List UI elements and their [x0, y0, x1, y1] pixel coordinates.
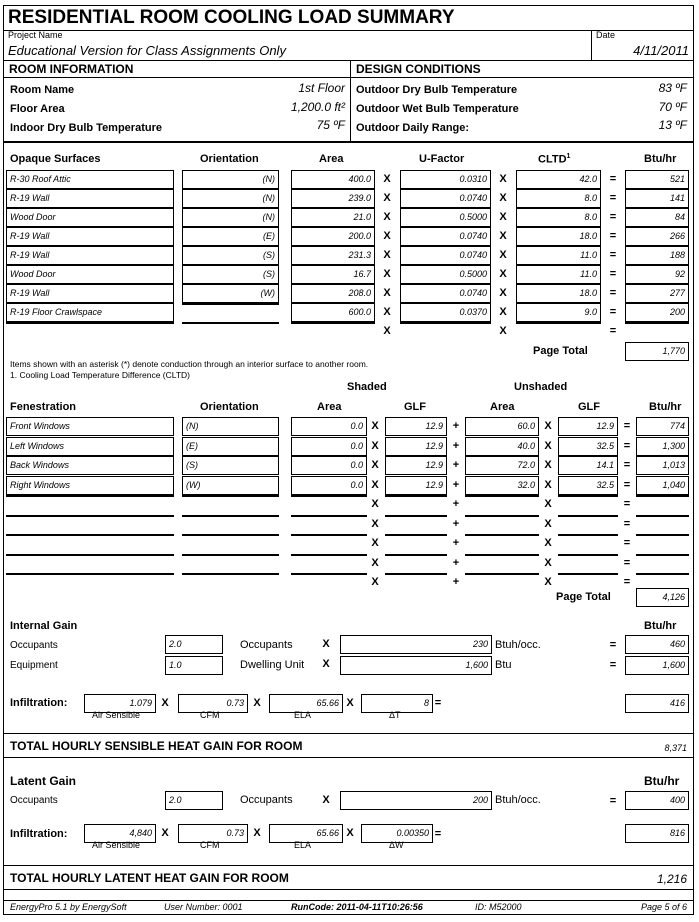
opaque-cltd: 18.0 [516, 227, 601, 246]
operator-equals: = [623, 517, 631, 530]
fenestration-unshaded-glf [558, 534, 618, 536]
operator-times: X [499, 230, 507, 242]
fenestration-shaded-glf: 12.9 [385, 417, 447, 436]
fenestration-btu: 1,013 [636, 456, 689, 475]
infiltration-sensible-factor: 1.079 [84, 694, 156, 713]
fenestration-btu [636, 573, 689, 575]
opaque-surface-name: Wood Door [6, 208, 174, 227]
equipment-label: Equipment [10, 660, 58, 671]
opaque-orientation: (S) [182, 265, 279, 284]
fenestration-unshaded-area [465, 534, 539, 536]
fenestration-shaded-glf [385, 573, 447, 575]
fen-page-total-label: Page Total [556, 591, 611, 603]
operator-times: X [499, 192, 507, 204]
operator-equals: = [609, 795, 617, 807]
fenestration-shaded-glf [385, 495, 447, 497]
operator-times: X [499, 249, 507, 261]
fenestration-shaded-glf [385, 534, 447, 536]
equipment-rate: 1,600 [340, 656, 492, 675]
infiltration-sensible-cfm: 0.73 [178, 694, 248, 713]
operator-times: X [499, 173, 507, 185]
operator-plus: + [452, 556, 460, 569]
fenestration-name [6, 534, 174, 536]
operator-times: X [544, 478, 552, 491]
outdoor-dry-bulb-label: Outdoor Dry Bulb Temperature [356, 84, 518, 96]
latent-gain-btu-header: Btu/hr [644, 774, 680, 788]
fenestration-orientation: (W) [182, 476, 279, 495]
opaque-cltd: 9.0 [516, 303, 601, 322]
equipment-unit: Dwelling Unit [240, 659, 305, 671]
indoor-temp-label: Indoor Dry Bulb Temperature [10, 122, 162, 134]
opaque-header-ufactor: U-Factor [419, 153, 465, 165]
latent-occupants-rate-unit: Btuh/occ. [495, 794, 541, 806]
opaque-cltd: 11.0 [516, 265, 601, 284]
opaque-note-asterisk: Items shown with an asterisk (*) denote conduction through an interior surface to another room. [10, 359, 369, 369]
operator-times: X [383, 230, 391, 242]
opaque-surface-name: R-19 Wall [6, 284, 174, 303]
fenestration-shaded-area [291, 573, 367, 575]
opaque-orientation: (N) [182, 170, 279, 189]
fen-header-btu: Btu/hr [649, 401, 682, 413]
fenestration-unshaded-area [465, 554, 539, 556]
occupants-label: Occupants [10, 640, 58, 651]
fenestration-shaded-area [291, 515, 367, 517]
fen-header-glf: GLF [404, 401, 426, 413]
fenestration-unshaded-area: 32.0 [465, 476, 539, 495]
operator-times: X [346, 697, 354, 709]
infiltration-latent-factor: 4,840 [84, 824, 156, 843]
infiltration-latent-ela: 65.66 [269, 824, 343, 843]
opaque-area: 239.0 [291, 189, 375, 208]
fenestration-orientation [182, 495, 279, 497]
opaque-orientation: (N) [182, 189, 279, 208]
project-name: Educational Version for Class Assignments Only [8, 43, 286, 58]
operator-equals: = [609, 211, 617, 223]
opaque-cltd: 8.0 [516, 208, 601, 227]
fenestration-unshaded-area [465, 515, 539, 517]
operator-times: X [322, 638, 330, 650]
opaque-area: 200.0 [291, 227, 375, 246]
fenestration-btu: 774 [636, 417, 689, 436]
fenestration-orientation [182, 534, 279, 536]
operator-equals: = [623, 556, 631, 569]
opaque-btu: 277 [625, 284, 689, 303]
fenestration-unshaded-area: 40.0 [465, 437, 539, 456]
opaque-ufactor: 0.0740 [400, 284, 491, 303]
fen-header-orientation: Orientation [200, 401, 259, 413]
fenestration-unshaded-glf [558, 495, 618, 497]
fenestration-name: Left Windows [6, 437, 174, 456]
opaque-ufactor: 0.0740 [400, 227, 491, 246]
fenestration-orientation [182, 554, 279, 556]
fenestration-btu [636, 515, 689, 517]
occupants-unit: Occupants [240, 639, 293, 651]
occupants-btu: 460 [625, 635, 689, 654]
opaque-cltd: 11.0 [516, 246, 601, 265]
opaque-surface-name: R-19 Wall [6, 246, 174, 265]
fenestration-shaded-area [291, 554, 367, 556]
fenestration-btu: 1,040 [636, 476, 689, 495]
fenestration-unshaded-glf [558, 573, 618, 575]
opaque-ufactor: 0.0310 [400, 170, 491, 189]
infiltration-latent-cfm: 0.73 [178, 824, 248, 843]
fenestration-shaded-area: 0.0 [291, 437, 367, 456]
operator-times: X [371, 498, 379, 510]
outdoor-dry-bulb-value: 83 ºF [658, 81, 687, 95]
fenestration-shaded-area: 0.0 [291, 476, 367, 495]
opaque-btu: 188 [625, 246, 689, 265]
operator-times: X [383, 325, 391, 337]
opaque-ufactor [400, 322, 491, 324]
fen-header-unshaded-area: Area [490, 401, 515, 413]
operator-times: X [499, 268, 507, 280]
operator-equals: = [609, 287, 617, 299]
fenestration-shaded-glf: 12.9 [385, 437, 447, 456]
equipment-rate-unit: Btu [495, 659, 512, 671]
fenestration-name: Back Windows [6, 456, 174, 475]
operator-equals: = [609, 230, 617, 242]
operator-plus: + [452, 537, 460, 549]
operator-times: X [161, 827, 169, 839]
opaque-btu: 141 [625, 189, 689, 208]
internal-gain-btu-header: Btu/hr [644, 620, 677, 632]
operator-plus: + [452, 576, 460, 588]
operator-times: X [383, 287, 391, 299]
operator-equals: = [434, 697, 442, 709]
fen-header-name: Fenestration [10, 401, 77, 413]
fenestration-unshaded-glf: 12.9 [558, 417, 618, 436]
opaque-btu: 200 [625, 303, 689, 322]
latent-occupants-label: Occupants [10, 795, 58, 806]
operator-equals: = [609, 173, 617, 185]
opaque-area: 16.7 [291, 265, 375, 284]
operator-times: X [253, 827, 261, 839]
fenestration-name: Front Windows [6, 417, 174, 436]
fen-group-shaded: Shaded [347, 381, 387, 393]
operator-times: X [383, 268, 391, 280]
opaque-orientation: (E) [182, 227, 279, 246]
fenestration-shaded-area [291, 495, 367, 497]
opaque-btu: 521 [625, 170, 689, 189]
operator-plus: + [452, 517, 460, 530]
total-latent-label: TOTAL HOURLY LATENT HEAT GAIN FOR ROOM [10, 871, 289, 885]
operator-equals: = [609, 659, 617, 671]
infiltration-sensible-label: Infiltration: [10, 697, 68, 709]
infiltration-latent-ela-caption: ELA [294, 840, 312, 850]
operator-times: X [322, 658, 330, 670]
operator-times: X [371, 478, 379, 491]
operator-times: X [544, 556, 552, 569]
fenestration-unshaded-area: 60.0 [465, 417, 539, 436]
operator-plus: + [452, 498, 460, 510]
outdoor-wet-bulb-label: Outdoor Wet Bulb Temperature [356, 103, 519, 115]
operator-equals: = [623, 459, 631, 471]
operator-times: X [544, 439, 552, 452]
opaque-btu [625, 322, 689, 324]
fenestration-btu [636, 554, 689, 556]
fenestration-unshaded-area [465, 573, 539, 575]
latent-occupants-qty: 2.0 [165, 791, 223, 810]
opaque-note-cltd: 1. Cooling Load Temperature Difference (CLTD) [10, 370, 191, 380]
operator-equals: = [609, 306, 617, 318]
opaque-header-orientation: Orientation [200, 153, 259, 165]
date-label: Date [596, 30, 616, 40]
operator-times: X [383, 173, 391, 185]
footer-id: ID: M52000 [475, 902, 522, 912]
operator-equals: = [623, 576, 631, 588]
infiltration-latent-factor-caption: Air Sensible [92, 840, 141, 850]
footer-software: EnergyPro 5.1 by EnergySoft [10, 902, 127, 912]
opaque-orientation [182, 322, 279, 324]
fenestration-shaded-glf: 12.9 [385, 456, 447, 475]
report-title: RESIDENTIAL ROOM COOLING LOAD SUMMARY [8, 7, 455, 28]
daily-range-label: Outdoor Daily Range: [356, 122, 470, 134]
fenestration-name [6, 495, 174, 497]
fenestration-orientation [182, 515, 279, 517]
report-page [3, 5, 694, 915]
operator-equals: = [434, 828, 442, 840]
infiltration-sensible-dt-caption: ΔT [389, 710, 401, 720]
operator-times: X [346, 827, 354, 839]
operator-plus: + [452, 439, 460, 452]
footer-user-number: User Number: 0001 [164, 902, 243, 912]
operator-times: X [371, 556, 379, 569]
fenestration-shaded-glf [385, 554, 447, 556]
fenestration-name: Right Windows [6, 476, 174, 495]
operator-equals: = [623, 478, 631, 491]
floor-area-label: Floor Area [10, 103, 65, 115]
opaque-ufactor: 0.0740 [400, 246, 491, 265]
fen-header-unshaded-glf: GLF [578, 401, 600, 413]
opaque-header-cltd: CLTD$^1$ [538, 153, 571, 166]
fenestration-unshaded-glf: 32.5 [558, 437, 618, 456]
indoor-temp-value: 75 ºF [316, 118, 345, 132]
operator-times: X [499, 211, 507, 223]
equipment-qty: 1.0 [165, 656, 223, 675]
fenestration-orientation: (S) [182, 456, 279, 475]
infiltration-latent-label: Infiltration: [10, 828, 68, 840]
room-name-value: 1st Floor [298, 81, 345, 95]
operator-equals: = [623, 420, 631, 432]
room-info-heading: ROOM INFORMATION [9, 62, 134, 76]
operator-times: X [499, 306, 507, 318]
room-name-label: Room Name [10, 84, 75, 96]
opaque-cltd: 42.0 [516, 170, 601, 189]
opaque-surface-name: R-19 Floor Crawlspace [6, 303, 174, 322]
operator-times: X [383, 306, 391, 318]
fenestration-shaded-glf: 12.9 [385, 476, 447, 495]
fenestration-btu: 1,300 [636, 437, 689, 456]
fenestration-orientation: (E) [182, 437, 279, 456]
opaque-surface-name: R-30 Roof Attic [6, 170, 174, 189]
internal-gain-heading: Internal Gain [10, 620, 78, 632]
infiltration-sensible-ela: 65.66 [269, 694, 343, 713]
infiltration-latent-cfm-caption: CFM [200, 840, 220, 850]
latent-gain-heading: Latent Gain [10, 774, 77, 788]
operator-times: X [322, 794, 330, 806]
infiltration-sensible-factor-caption: Air Sensible [92, 710, 141, 720]
operator-times: X [544, 576, 552, 588]
fenestration-unshaded-glf: 14.1 [558, 456, 618, 475]
operator-times: X [499, 287, 507, 299]
opaque-area: 208.0 [291, 284, 375, 303]
infiltration-latent-dw: 0.00350 [361, 824, 433, 843]
operator-times: X [371, 439, 379, 452]
fenestration-unshaded-glf [558, 554, 618, 556]
operator-equals: = [623, 537, 631, 549]
total-latent-value: 1,216 [656, 872, 687, 886]
infiltration-sensible-cfm-caption: CFM [200, 710, 220, 720]
fenestration-name [6, 554, 174, 556]
opaque-header-btu: Btu/hr [644, 153, 677, 165]
opaque-ufactor: 0.5000 [400, 208, 491, 227]
operator-times: X [253, 697, 261, 709]
operator-equals: = [609, 249, 617, 261]
equipment-btu: 1,600 [625, 656, 689, 675]
operator-plus: + [452, 420, 460, 432]
outdoor-wet-bulb-value: 70 ºF [658, 100, 687, 114]
date-value: 4/11/2011 [633, 43, 689, 58]
latent-occupants-btu: 400 [625, 791, 689, 810]
fenestration-shaded-area: 0.0 [291, 417, 367, 436]
fenestration-name [6, 573, 174, 575]
operator-times: X [371, 459, 379, 471]
opaque-cltd [516, 322, 601, 324]
opaque-ufactor: 0.0740 [400, 189, 491, 208]
opaque-page-total-label: Page Total [533, 345, 588, 357]
opaque-header-name: Opaque Surfaces [10, 153, 101, 165]
operator-equals: = [609, 639, 617, 651]
infiltration-latent-dw-caption: ΔW [389, 840, 404, 850]
fenestration-shaded-area [291, 534, 367, 536]
opaque-btu: 84 [625, 208, 689, 227]
fenestration-unshaded-area: 72.0 [465, 456, 539, 475]
opaque-surface-name: R-19 Wall [6, 189, 174, 208]
opaque-surface-name: Wood Door [6, 265, 174, 284]
opaque-surface-name: R-19 Wall [6, 227, 174, 246]
operator-times: X [499, 325, 507, 337]
operator-plus: + [452, 478, 460, 491]
design-conditions-heading: DESIGN CONDITIONS [356, 62, 481, 76]
occupants-rate: 230 [340, 635, 492, 654]
operator-times: X [544, 498, 552, 510]
fenestration-name [6, 515, 174, 517]
operator-times: X [371, 420, 379, 432]
opaque-cltd: 18.0 [516, 284, 601, 303]
operator-equals: = [609, 192, 617, 204]
opaque-area [291, 322, 375, 324]
opaque-orientation: (W) [182, 284, 279, 303]
operator-equals: = [609, 325, 617, 337]
fenestration-unshaded-glf [558, 515, 618, 517]
fenestration-btu [636, 495, 689, 497]
operator-times: X [383, 192, 391, 204]
opaque-cltd: 8.0 [516, 189, 601, 208]
opaque-header-area: Area [319, 153, 344, 165]
opaque-orientation [182, 303, 279, 305]
operator-times: X [383, 211, 391, 223]
operator-equals: = [623, 498, 631, 510]
latent-occupants-rate: 200 [340, 791, 492, 810]
operator-times: X [371, 537, 379, 549]
fen-header-area: Area [317, 401, 342, 413]
opaque-btu: 92 [625, 265, 689, 284]
opaque-area: 231.3 [291, 246, 375, 265]
operator-equals: = [623, 439, 631, 452]
opaque-area: 600.0 [291, 303, 375, 322]
operator-times: X [544, 420, 552, 432]
floor-area-value: 1,200.0 ft² [290, 100, 345, 114]
fen-page-total: 4,126 [636, 588, 689, 607]
occupants-rate-unit: Btuh/occ. [495, 639, 541, 651]
operator-equals: = [609, 268, 617, 280]
fenestration-shaded-glf [385, 515, 447, 517]
fen-group-unshaded: Unshaded [514, 381, 568, 393]
opaque-btu: 266 [625, 227, 689, 246]
operator-times: X [161, 697, 169, 709]
operator-times: X [383, 249, 391, 261]
opaque-ufactor: 0.0370 [400, 303, 491, 322]
infiltration-latent-btu: 816 [625, 824, 689, 843]
operator-times: X [544, 537, 552, 549]
operator-plus: + [452, 459, 460, 471]
fenestration-unshaded-area [465, 495, 539, 497]
fenestration-unshaded-glf: 32.5 [558, 476, 618, 495]
daily-range-value: 13 ºF [658, 118, 687, 132]
opaque-area: 400.0 [291, 170, 375, 189]
footer-page-number: Page 5 of 6 [640, 902, 687, 912]
latent-occupants-unit: Occupants [240, 794, 293, 806]
opaque-orientation: (S) [182, 246, 279, 265]
operator-times: X [544, 459, 552, 471]
infiltration-sensible-ela-caption: ELA [294, 710, 312, 720]
footer-runcode: RunCode: 2011-04-11T10:26:56 [291, 902, 423, 912]
total-sensible-value: 8,371 [664, 743, 687, 753]
infiltration-sensible-dt: 8 [361, 694, 433, 713]
operator-times: X [544, 517, 552, 530]
opaque-orientation: (N) [182, 208, 279, 227]
project-label: Project Name [8, 30, 63, 40]
occupants-qty: 2.0 [165, 635, 223, 654]
fenestration-btu [636, 534, 689, 536]
opaque-ufactor: 0.5000 [400, 265, 491, 284]
opaque-page-total: 1,770 [625, 342, 689, 361]
fenestration-orientation [182, 573, 279, 575]
operator-times: X [371, 517, 379, 530]
fenestration-orientation: (N) [182, 417, 279, 436]
operator-times: X [371, 576, 379, 588]
fenestration-shaded-area: 0.0 [291, 456, 367, 475]
infiltration-sensible-btu: 416 [625, 694, 689, 713]
opaque-surface-name [6, 322, 174, 324]
opaque-area: 21.0 [291, 208, 375, 227]
total-sensible-label: TOTAL HOURLY SENSIBLE HEAT GAIN FOR ROOM [10, 739, 303, 753]
